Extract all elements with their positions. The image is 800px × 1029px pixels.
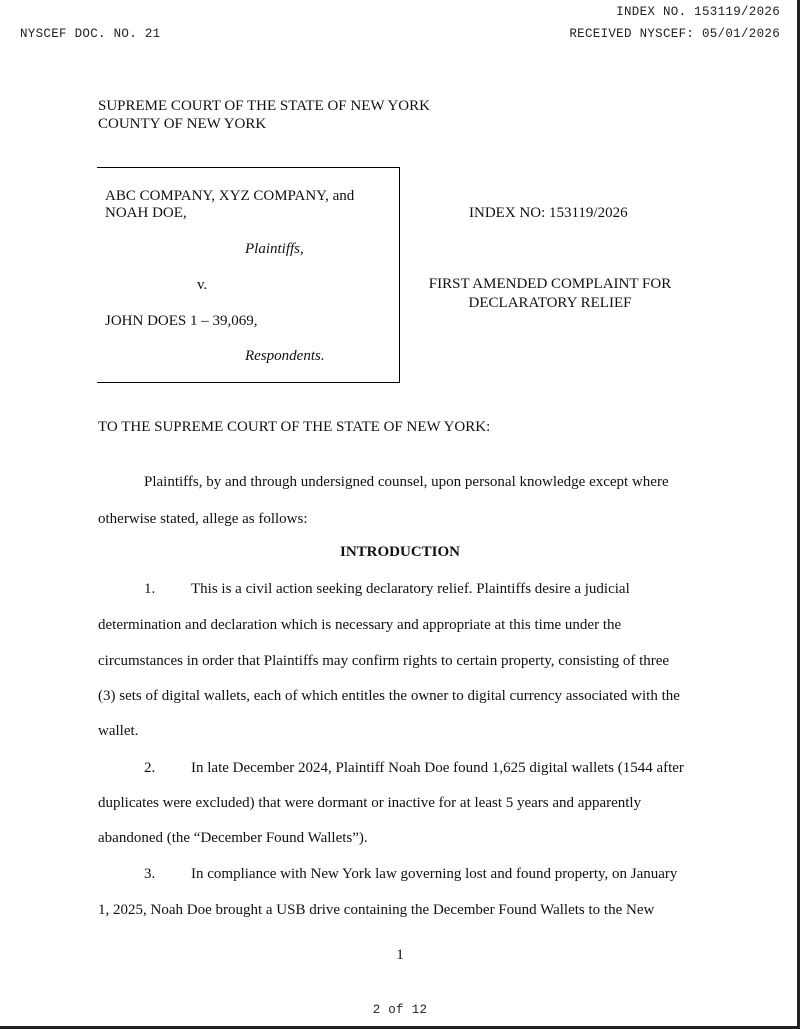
paragraph-line: determination and declaration which is necessary and appropriate at this time under the: [98, 617, 622, 633]
versus: v.: [197, 277, 208, 293]
caption-index-number: INDEX NO: 153119/2026: [469, 205, 628, 221]
document-title-line2: DECLARATORY RELIEF: [468, 295, 632, 311]
intro-line2: otherwise stated, allege as follows:: [98, 511, 308, 527]
respondents-label: Respondents.: [245, 348, 325, 364]
paragraph-first-line: In late December 2024, Plaintiff Noah Doe found 1,625 digital wallets (1544 after: [191, 760, 684, 776]
defendants-names: JOHN DOES 1 – 39,069,: [105, 313, 258, 329]
index-number-stamp: INDEX NO. 153119/2026: [616, 5, 780, 19]
court-county: COUNTY OF NEW YORK: [98, 116, 267, 132]
paragraph-number: 3.: [144, 866, 156, 882]
paragraph-number: 2.: [144, 760, 156, 776]
paragraph-line: circumstances in order that Plaintiffs may confirm rights to certain property, consisting of three: [98, 653, 670, 669]
paragraph-line: (3) sets of digital wallets, each of which entitles the owner to digital currency associated with the: [98, 688, 680, 704]
page-of-count: 2 of 12: [372, 1003, 428, 1017]
document-title-line1: FIRST AMENDED COMPLAINT FOR: [428, 276, 672, 292]
paragraph-line: abandoned (the “December Found Wallets”).: [98, 830, 368, 846]
court-address-line: TO THE SUPREME COURT OF THE STATE OF NEW YORK:: [98, 419, 491, 435]
paragraph-line: duplicates were excluded) that were dormant or inactive for at least 5 years and apparently: [98, 795, 642, 811]
page-number: 1: [396, 947, 404, 963]
section-heading: INTRODUCTION: [339, 544, 460, 560]
received-date-stamp: RECEIVED NYSCEF: 05/01/2026: [569, 27, 780, 41]
plaintiffs-names-line2: NOAH DOE,: [105, 205, 187, 221]
intro-line1: Plaintiffs, by and through undersigned counsel, upon personal knowledge except where: [144, 474, 669, 490]
plaintiffs-names-line1: ABC COMPANY, XYZ COMPANY, and: [105, 188, 355, 204]
nyscef-doc-number: NYSCEF DOC. NO. 21: [20, 27, 161, 41]
paragraph-number: 1.: [144, 581, 156, 597]
paragraph-first-line: This is a civil action seeking declaratory relief. Plaintiffs desire a judicial: [191, 581, 630, 597]
paragraph-line: 1, 2025, Noah Doe brought a USB drive containing the December Found Wallets to the New: [98, 902, 655, 918]
paragraph-first-line: In compliance with New York law governing lost and found property, on January: [191, 866, 678, 882]
court-name: SUPREME COURT OF THE STATE OF NEW YORK: [98, 98, 430, 114]
plaintiffs-label: Plaintiffs,: [245, 241, 304, 257]
paragraph-line: wallet.: [98, 723, 139, 739]
